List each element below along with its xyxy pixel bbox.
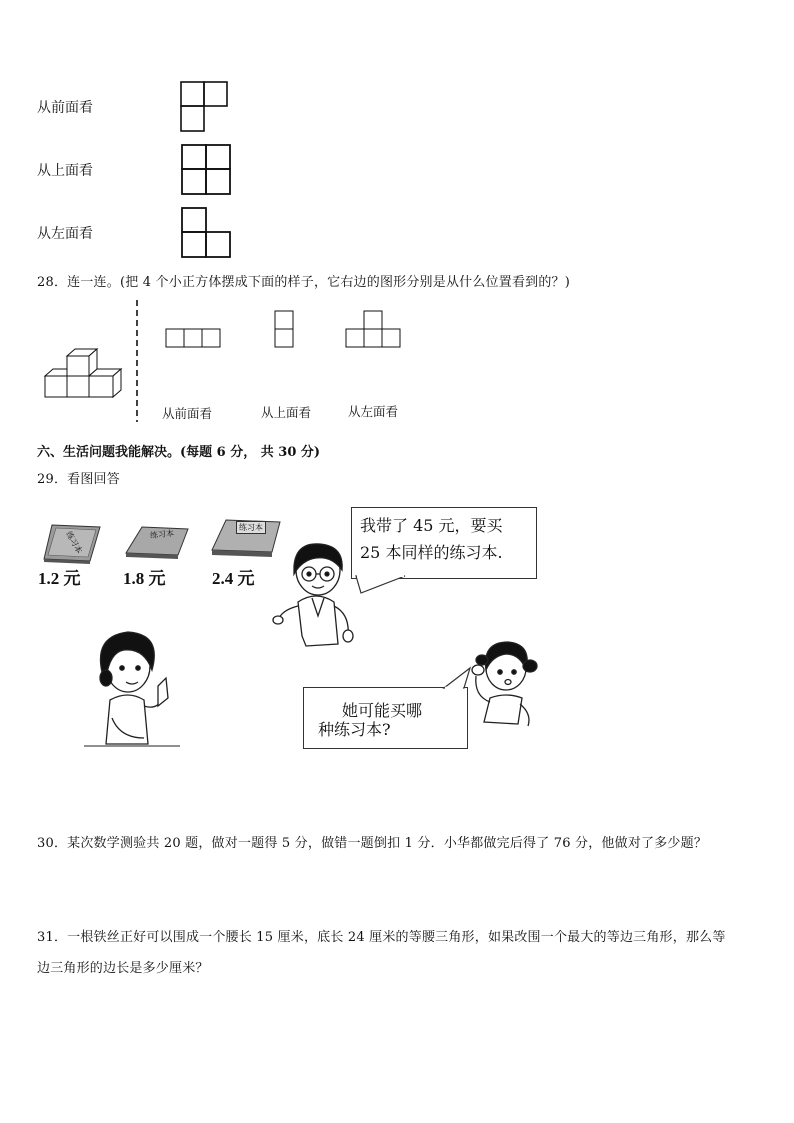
notebook-1-cover: 练习本 [64, 529, 84, 556]
caption-top: 从上面看 [261, 405, 312, 420]
question-30-text: 30．某次数学测验共 20 题，做对一题得 5 分，做错一题倒扣 1 分．小华都做完后得了 76 分，他做对了多少题？ [37, 836, 708, 851]
question-31-line2: 边三角形的边长是多少厘米？ [37, 961, 209, 976]
view-figure-b [274, 310, 296, 350]
speech-bubble-girl-line1: 她可能买哪 [342, 701, 423, 720]
speech-bubble-boy [351, 507, 537, 579]
speech-bubble-boy-line1: 我带了 45 元，要买 [360, 516, 503, 535]
question-31-line1: 31．一根铁丝正好可以围成一个腰长 15 厘米，底长 24 厘米的等腰三角形，如果改围一个最大的等边三角形，那么等 [37, 930, 726, 945]
notebook-3-cover: 练习本 [236, 521, 266, 534]
front-view-label: 从前面看 [37, 100, 93, 116]
question-29-text: 29．看图回答 [37, 472, 120, 487]
view-figure-a [165, 328, 223, 350]
question-28-text: 28．连一连。(把 4 个小正方体摆成下面的样子，它右边的图形分别是从什么位置看到的？) [37, 275, 571, 290]
notebook-2-cover: 练习本 [149, 528, 175, 541]
speech-bubble-boy-line2: 25 本同样的练习本. [360, 543, 503, 562]
speech-bubble-girl-line2: 种练习本? [318, 720, 391, 739]
front-view-figure [180, 80, 230, 134]
boy-illustration [272, 540, 358, 652]
cube-stack-figure [45, 345, 125, 407]
girl-thinking-illustration [468, 636, 544, 732]
notebook-3-price: 2.4 元 [212, 569, 255, 588]
speech-bubble-girl [303, 687, 468, 749]
girl-pointing-illustration [84, 626, 180, 752]
left-view-figure [180, 206, 232, 260]
notebook-2-price: 1.8 元 [123, 569, 166, 588]
caption-left: 从左面看 [348, 404, 399, 419]
divider-dashed-line [135, 300, 139, 422]
notebook-1-price: 1.2 元 [38, 569, 81, 588]
left-view-label: 从左面看 [37, 226, 93, 242]
section-6-title: 六、生活问题我能解决。(每题 6 分， 共 30 分) [37, 445, 321, 460]
caption-front: 从前面看 [162, 406, 213, 421]
speech-bubble-boy-tail [355, 576, 415, 596]
top-view-figure [180, 143, 232, 197]
top-view-label: 从上面看 [37, 163, 93, 179]
view-figure-c [345, 310, 403, 350]
